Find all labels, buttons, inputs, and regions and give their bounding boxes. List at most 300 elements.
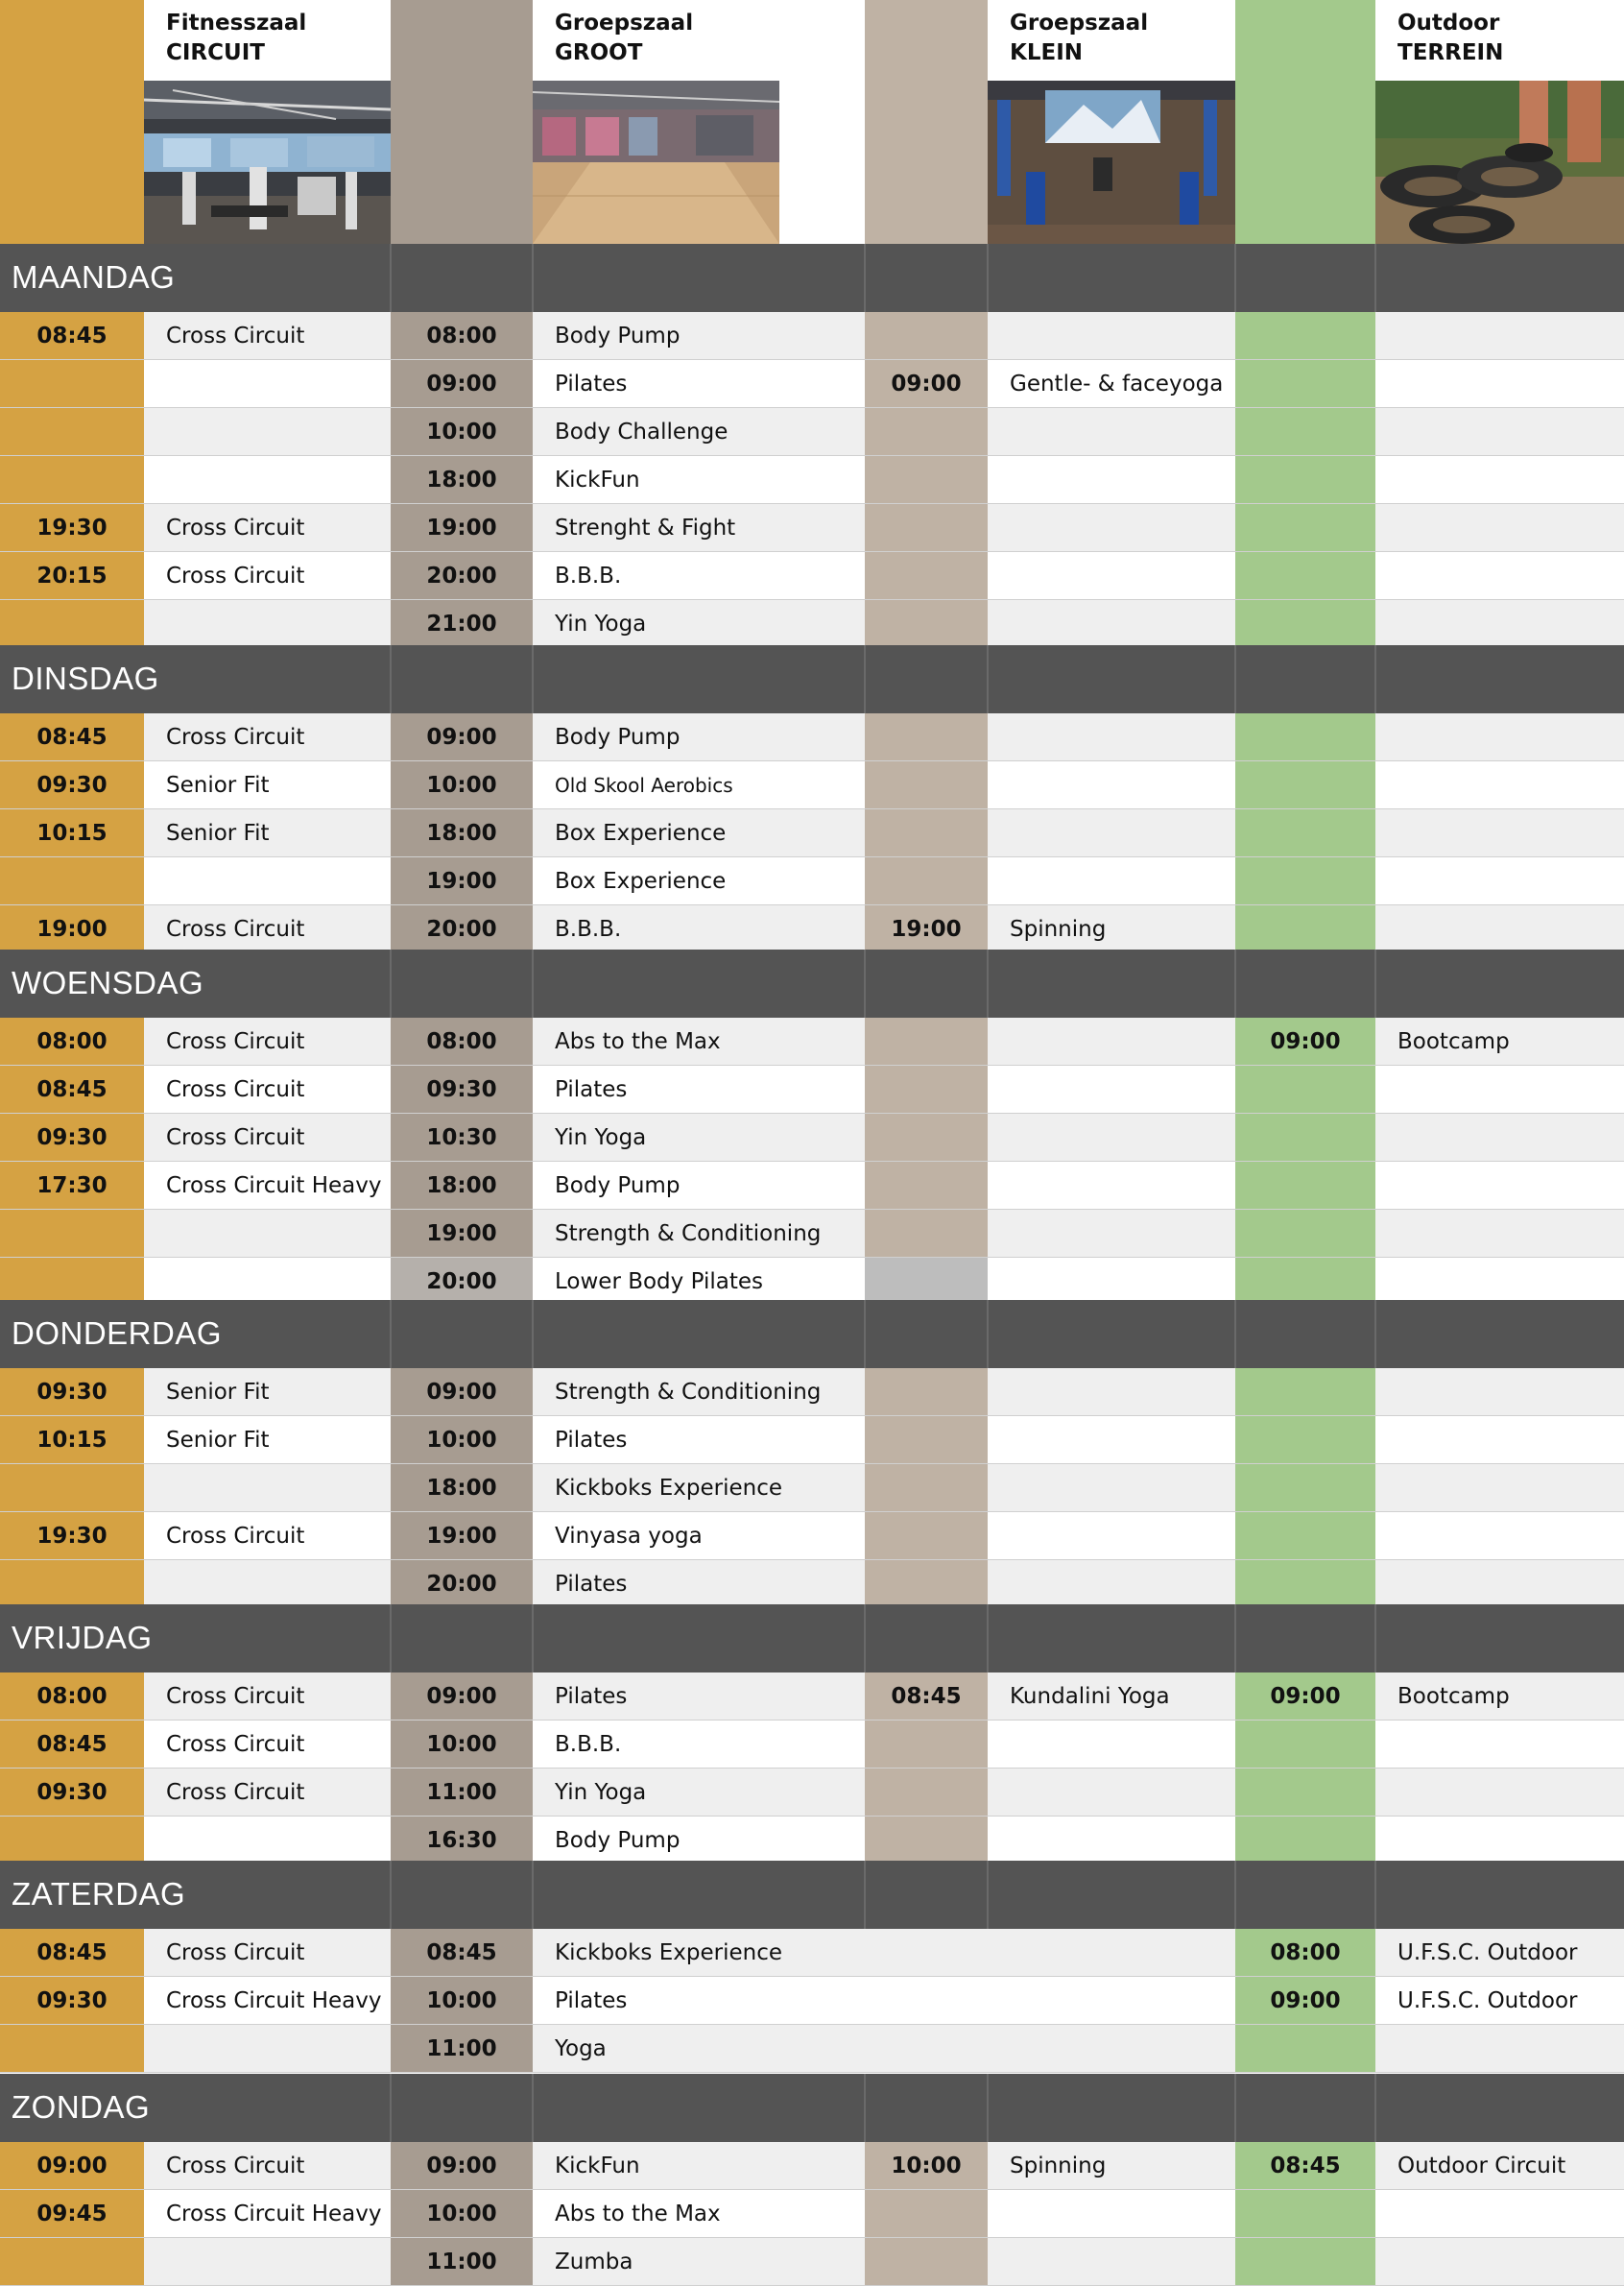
- klein-time: [865, 1929, 988, 1977]
- schedule-row: [0, 1416, 1624, 1464]
- groot-class: Pilates: [555, 1988, 628, 2013]
- groot-class: Strength & Conditioning: [555, 1221, 822, 1246]
- outdoor-time: [1235, 905, 1375, 953]
- column-divider: [390, 2074, 392, 2142]
- outdoor-time: [1235, 1114, 1375, 1162]
- schedule-row: [0, 408, 1624, 456]
- groot-class: Vinyasa yoga: [555, 1524, 703, 1549]
- outdoor-time: [1235, 1210, 1375, 1258]
- outdoor-header-swatch: [1235, 0, 1375, 244]
- day-label: DONDERDAG: [12, 1315, 223, 1351]
- circuit-class: Cross Circuit: [166, 1732, 305, 1757]
- outdoor-class: [1375, 713, 1624, 761]
- klein-class: [988, 1416, 1235, 1464]
- schedule-row: [0, 1018, 1624, 1066]
- schedule-row: [0, 1368, 1624, 1416]
- groot-time: 09:00: [391, 1672, 533, 1721]
- outdoor-time: [1235, 1721, 1375, 1769]
- outdoor-class: [1375, 1162, 1624, 1210]
- groot-class: Kickboks Experience: [555, 1940, 782, 1965]
- groot-time: 10:00: [391, 2190, 533, 2238]
- schedule-row: [0, 1672, 1624, 1721]
- groot-time: 09:00: [391, 1368, 533, 1416]
- outdoor-time: [1235, 600, 1375, 648]
- circuit-class: [144, 456, 391, 504]
- klein-time: 08:45: [865, 1672, 988, 1721]
- circuit-time: 19:00: [0, 905, 144, 953]
- outdoor-time: [1235, 713, 1375, 761]
- circuit-time: 09:30: [0, 1977, 144, 2025]
- day-label: ZATERDAG: [12, 1876, 186, 1912]
- circuit-time: [0, 1464, 144, 1512]
- column-divider: [987, 2074, 989, 2142]
- klein-time: 19:00: [865, 905, 988, 953]
- groot-class: B.B.B.: [555, 1732, 622, 1757]
- day-label: ZONDAG: [12, 2089, 151, 2125]
- schedule-row: [0, 504, 1624, 552]
- groot-time: 10:30: [391, 1114, 533, 1162]
- klein-class: Spinning: [1010, 917, 1107, 942]
- circuit-time: 10:15: [0, 1416, 144, 1464]
- groot-time: 09:00: [391, 713, 533, 761]
- schedule-row: [0, 905, 1624, 953]
- column-divider: [864, 2074, 866, 2142]
- groot-time: 09:00: [391, 2142, 533, 2190]
- circuit-class: Cross Circuit: [166, 516, 305, 541]
- circuit-class: Cross Circuit: [166, 917, 305, 942]
- groot-time: 08:00: [391, 312, 533, 360]
- outdoor-time: [1235, 408, 1375, 456]
- klein-class: [988, 312, 1235, 360]
- klein-time: [865, 809, 988, 857]
- klein-time: [865, 1416, 988, 1464]
- circuit-class: [144, 1464, 391, 1512]
- room-groot-line2: GROOT: [555, 40, 643, 65]
- circuit-time: 17:30: [0, 1162, 144, 1210]
- circuit-time: [0, 857, 144, 905]
- klein-class: [988, 2190, 1235, 2238]
- klein-time: [865, 1114, 988, 1162]
- outdoor-time: 09:00: [1235, 1672, 1375, 1721]
- column-divider: [1234, 950, 1236, 1018]
- day-header-donderdag: [0, 1300, 1624, 1368]
- schedule-row: [0, 2238, 1624, 2286]
- column-divider: [390, 244, 392, 312]
- column-divider: [532, 1861, 534, 1929]
- circuit-class: [144, 2025, 391, 2073]
- schedule-row: [0, 2025, 1624, 2073]
- column-divider: [1234, 645, 1236, 713]
- circuit-time: [0, 2025, 144, 2073]
- klein-class: [988, 1512, 1235, 1560]
- klein-time: [865, 312, 988, 360]
- klein-class: Spinning: [1010, 2154, 1107, 2178]
- circuit-time: 09:30: [0, 1368, 144, 1416]
- circuit-class: Senior Fit: [166, 1428, 270, 1453]
- circuit-class: Cross Circuit: [166, 1684, 305, 1709]
- outdoor-class: [1375, 2025, 1624, 2073]
- klein-class: [988, 809, 1235, 857]
- column-divider: [1374, 2074, 1376, 2142]
- day-label: WOENSDAG: [12, 965, 204, 1000]
- outdoor-time: [1235, 1512, 1375, 1560]
- outdoor-time: [1235, 1258, 1375, 1306]
- outdoor-class: [1375, 1114, 1624, 1162]
- outdoor-time: [1235, 2238, 1375, 2286]
- tires-outdoor-photo: [1375, 81, 1624, 244]
- room-outdoor-line1: Outdoor: [1397, 11, 1500, 36]
- circuit-time: 09:30: [0, 1114, 144, 1162]
- circuit-class: Cross Circuit: [166, 1125, 305, 1150]
- groot-class: Strength & Conditioning: [555, 1380, 822, 1405]
- groot-class: Pilates: [555, 1428, 628, 1453]
- groot-class: Yin Yoga: [555, 1780, 647, 1805]
- day-header-vrijdag: [0, 1604, 1624, 1672]
- schedule-row: [0, 1114, 1624, 1162]
- column-divider: [1234, 1300, 1236, 1368]
- circuit-time: [0, 1210, 144, 1258]
- schedule-row: [0, 809, 1624, 857]
- klein-header-swatch: [865, 0, 988, 244]
- groot-class: KickFun: [555, 2154, 640, 2178]
- groot-time: 19:00: [391, 1210, 533, 1258]
- column-divider: [864, 645, 866, 713]
- outdoor-time: [1235, 360, 1375, 408]
- room-circuit-line1: Fitnesszaal: [166, 11, 307, 36]
- circuit-time: 09:45: [0, 2190, 144, 2238]
- groot-class: KickFun: [555, 468, 640, 493]
- klein-class: [988, 2025, 1235, 2073]
- klein-class: [988, 1258, 1235, 1306]
- circuit-time: [0, 360, 144, 408]
- outdoor-time: [1235, 857, 1375, 905]
- circuit-class: Cross Circuit: [166, 1077, 305, 1102]
- klein-class: [988, 1162, 1235, 1210]
- circuit-time: [0, 2238, 144, 2286]
- circuit-time: [0, 1560, 144, 1608]
- room-outdoor-title: [1397, 9, 1503, 68]
- circuit-time: 09:30: [0, 761, 144, 809]
- circuit-time: 08:45: [0, 1721, 144, 1769]
- groot-class: Body Pump: [555, 1173, 681, 1198]
- klein-time: [865, 857, 988, 905]
- day-label: VRIJDAG: [12, 1620, 153, 1655]
- schedule-row: [0, 761, 1624, 809]
- groot-class: Strenght & Fight: [555, 516, 736, 541]
- column-divider: [1374, 1300, 1376, 1368]
- circuit-class: Cross Circuit: [166, 324, 305, 349]
- room-groot-line1: Groepszaal: [555, 11, 694, 36]
- groot-time: 20:00: [391, 552, 533, 600]
- outdoor-class: Bootcamp: [1397, 1684, 1510, 1709]
- outdoor-class: [1375, 809, 1624, 857]
- klein-class: [988, 713, 1235, 761]
- klein-class: [988, 1114, 1235, 1162]
- groot-class: Box Experience: [555, 869, 727, 894]
- circuit-class: [144, 360, 391, 408]
- klein-class: [988, 552, 1235, 600]
- circuit-time: 20:15: [0, 552, 144, 600]
- column-divider: [532, 1604, 534, 1672]
- klein-time: [865, 1368, 988, 1416]
- circuit-class: Senior Fit: [166, 1380, 270, 1405]
- column-divider: [864, 1604, 866, 1672]
- klein-time: [865, 2190, 988, 2238]
- schedule-row: [0, 1162, 1624, 1210]
- column-divider: [864, 1861, 866, 1929]
- schedule-row: [0, 1977, 1624, 2025]
- day-header-zondag: [0, 2074, 1624, 2142]
- outdoor-class: [1375, 360, 1624, 408]
- outdoor-time: [1235, 1162, 1375, 1210]
- column-divider: [390, 645, 392, 713]
- klein-time: [865, 1066, 988, 1114]
- klein-class: [988, 408, 1235, 456]
- circuit-time: [0, 600, 144, 648]
- groot-time: 20:00: [391, 1258, 533, 1306]
- circuit-class: Cross Circuit Heavy: [166, 2202, 382, 2226]
- day-header-woensdag: [0, 950, 1624, 1018]
- room-circuit-line2: CIRCUIT: [166, 40, 265, 65]
- groot-class: Kickboks Experience: [555, 1476, 782, 1501]
- schedule-row: [0, 1258, 1624, 1306]
- circuit-time: [0, 408, 144, 456]
- groot-header-swatch: [391, 0, 533, 244]
- column-divider: [1234, 244, 1236, 312]
- day-label: DINSDAG: [12, 661, 159, 696]
- schedule-row: [0, 1560, 1624, 1608]
- circuit-class: Senior Fit: [166, 821, 270, 846]
- outdoor-time: [1235, 809, 1375, 857]
- outdoor-class: [1375, 1560, 1624, 1608]
- klein-time: [865, 504, 988, 552]
- groot-class: Body Pump: [555, 725, 681, 750]
- outdoor-time: 08:45: [1235, 2142, 1375, 2190]
- circuit-time: 10:15: [0, 809, 144, 857]
- circuit-class: Cross Circuit Heavy: [166, 1173, 382, 1198]
- circuit-class: [144, 1817, 391, 1865]
- column-divider: [532, 950, 534, 1018]
- circuit-class: [144, 1210, 391, 1258]
- klein-time: [865, 1512, 988, 1560]
- groot-class: Abs to the Max: [555, 2202, 721, 2226]
- klein-class: [988, 1560, 1235, 1608]
- outdoor-time: 09:00: [1235, 1977, 1375, 2025]
- outdoor-time: [1235, 761, 1375, 809]
- outdoor-class: [1375, 1258, 1624, 1306]
- circuit-class: Cross Circuit: [166, 1524, 305, 1549]
- groot-class: Pilates: [555, 1684, 628, 1709]
- klein-time: 10:00: [865, 2142, 988, 2190]
- circuit-class: Cross Circuit: [166, 1780, 305, 1805]
- column-divider: [1374, 645, 1376, 713]
- schedule-row: [0, 1512, 1624, 1560]
- circuit-class: [144, 600, 391, 648]
- groot-time: 20:00: [391, 1560, 533, 1608]
- groot-class: Abs to the Max: [555, 1029, 721, 1054]
- klein-time: [865, 1817, 988, 1865]
- outdoor-class: [1375, 408, 1624, 456]
- groot-class: Zumba: [555, 2250, 633, 2274]
- column-divider: [1234, 1604, 1236, 1672]
- column-divider: [864, 1300, 866, 1368]
- day-label: MAANDAG: [12, 259, 176, 295]
- klein-time: [865, 1721, 988, 1769]
- outdoor-class: [1375, 1368, 1624, 1416]
- klein-class: [988, 1817, 1235, 1865]
- circuit-time: [0, 456, 144, 504]
- column-divider: [532, 645, 534, 713]
- outdoor-time: [1235, 1560, 1375, 1608]
- klein-class: [988, 1210, 1235, 1258]
- outdoor-class: U.F.S.C. Outdoor: [1397, 1940, 1578, 1965]
- groot-time: 20:00: [391, 905, 533, 953]
- klein-class: [988, 1018, 1235, 1066]
- groot-class: Yoga: [555, 2036, 607, 2061]
- circuit-class: [144, 1258, 391, 1306]
- room-klein-line1: Groepszaal: [1010, 11, 1149, 36]
- klein-class: [988, 1066, 1235, 1114]
- outdoor-class: [1375, 1210, 1624, 1258]
- outdoor-class: [1375, 857, 1624, 905]
- column-divider: [987, 1861, 989, 1929]
- klein-class: [988, 1721, 1235, 1769]
- column-divider: [390, 950, 392, 1018]
- column-divider: [1374, 244, 1376, 312]
- circuit-time: 08:45: [0, 1066, 144, 1114]
- row-divider: [0, 2072, 1624, 2073]
- outdoor-class: [1375, 1721, 1624, 1769]
- groot-time: 09:30: [391, 1066, 533, 1114]
- column-divider: [390, 1604, 392, 1672]
- circuit-time: 08:45: [0, 713, 144, 761]
- klein-class: [988, 504, 1235, 552]
- groot-class: Box Experience: [555, 821, 727, 846]
- outdoor-class: [1375, 1817, 1624, 1865]
- klein-time: [865, 1258, 988, 1306]
- groot-class: Body Pump: [555, 1828, 681, 1853]
- circuit-time: 08:00: [0, 1672, 144, 1721]
- groot-class: Pilates: [555, 1077, 628, 1102]
- column-divider: [987, 1300, 989, 1368]
- outdoor-class: [1375, 1416, 1624, 1464]
- klein-time: [865, 2238, 988, 2286]
- column-divider: [864, 244, 866, 312]
- outdoor-time: [1235, 312, 1375, 360]
- column-divider: [987, 244, 989, 312]
- outdoor-class: [1375, 1066, 1624, 1114]
- klein-class: [988, 761, 1235, 809]
- groot-time: 18:00: [391, 1162, 533, 1210]
- schedule-row: [0, 1464, 1624, 1512]
- outdoor-time: [1235, 2025, 1375, 2073]
- outdoor-class: [1375, 1512, 1624, 1560]
- klein-time: [865, 1560, 988, 1608]
- column-divider: [532, 1300, 534, 1368]
- circuit-class: Cross Circuit: [166, 1940, 305, 1965]
- schedule-row: [0, 1210, 1624, 1258]
- circuit-class: [144, 408, 391, 456]
- schedule-row: [0, 360, 1624, 408]
- circuit-class: [144, 1560, 391, 1608]
- klein-class: [988, 857, 1235, 905]
- klein-time: [865, 1210, 988, 1258]
- klein-time: [865, 713, 988, 761]
- klein-class: Gentle- & faceyoga: [1010, 372, 1224, 397]
- column-divider: [987, 950, 989, 1018]
- outdoor-class: [1375, 2190, 1624, 2238]
- groot-class: B.B.B.: [555, 564, 622, 589]
- circuit-time: [0, 1817, 144, 1865]
- groot-time: 10:00: [391, 1416, 533, 1464]
- groot-class: Lower Body Pilates: [555, 1269, 763, 1294]
- outdoor-time: [1235, 2190, 1375, 2238]
- circuit-class: [144, 857, 391, 905]
- outdoor-time: [1235, 1464, 1375, 1512]
- outdoor-time: [1235, 1769, 1375, 1817]
- circuit-class: Cross Circuit: [166, 1029, 305, 1054]
- groot-time: 21:00: [391, 600, 533, 648]
- outdoor-time: [1235, 552, 1375, 600]
- circuit-header-swatch: [0, 0, 144, 244]
- yoga-room-photo: [988, 81, 1235, 244]
- column-divider: [1234, 1861, 1236, 1929]
- circuit-time: 19:30: [0, 504, 144, 552]
- schedule-row: [0, 312, 1624, 360]
- groot-time: 10:00: [391, 1721, 533, 1769]
- column-divider: [987, 1604, 989, 1672]
- circuit-class: Cross Circuit Heavy: [166, 1988, 382, 2013]
- groot-class: Body Pump: [555, 324, 681, 349]
- circuit-class: Senior Fit: [166, 773, 270, 798]
- outdoor-class: Bootcamp: [1397, 1029, 1510, 1054]
- groot-time: 09:00: [391, 360, 533, 408]
- schedule-row: [0, 456, 1624, 504]
- day-header-maandag: [0, 244, 1624, 312]
- groot-time: 19:00: [391, 504, 533, 552]
- circuit-time: 09:00: [0, 2142, 144, 2190]
- outdoor-class: [1375, 1464, 1624, 1512]
- klein-time: 09:00: [865, 360, 988, 408]
- schedule-row: [0, 1721, 1624, 1769]
- column-divider: [532, 244, 534, 312]
- groot-time: 19:00: [391, 857, 533, 905]
- groot-time: 11:00: [391, 2025, 533, 2073]
- outdoor-class: [1375, 552, 1624, 600]
- circuit-class: Cross Circuit: [166, 564, 305, 589]
- klein-class: [988, 600, 1235, 648]
- circuit-class: Cross Circuit: [166, 2154, 305, 2178]
- outdoor-time: [1235, 1368, 1375, 1416]
- groot-time: 16:30: [391, 1817, 533, 1865]
- circuit-time: 08:45: [0, 312, 144, 360]
- outdoor-time: 09:00: [1235, 1018, 1375, 1066]
- outdoor-time: [1235, 1817, 1375, 1865]
- klein-time: [865, 1162, 988, 1210]
- klein-class: [988, 1464, 1235, 1512]
- schedule-row: [0, 2190, 1624, 2238]
- column-divider: [1234, 2074, 1236, 2142]
- column-divider: [1374, 1861, 1376, 1929]
- room-circuit-title: [166, 9, 306, 68]
- outdoor-class: [1375, 600, 1624, 648]
- klein-time: [865, 552, 988, 600]
- column-divider: [532, 2074, 534, 2142]
- circuit-class: Cross Circuit: [166, 725, 305, 750]
- circuit-time: 08:00: [0, 1018, 144, 1066]
- circuit-time: [0, 1258, 144, 1306]
- groot-time: 11:00: [391, 2238, 533, 2286]
